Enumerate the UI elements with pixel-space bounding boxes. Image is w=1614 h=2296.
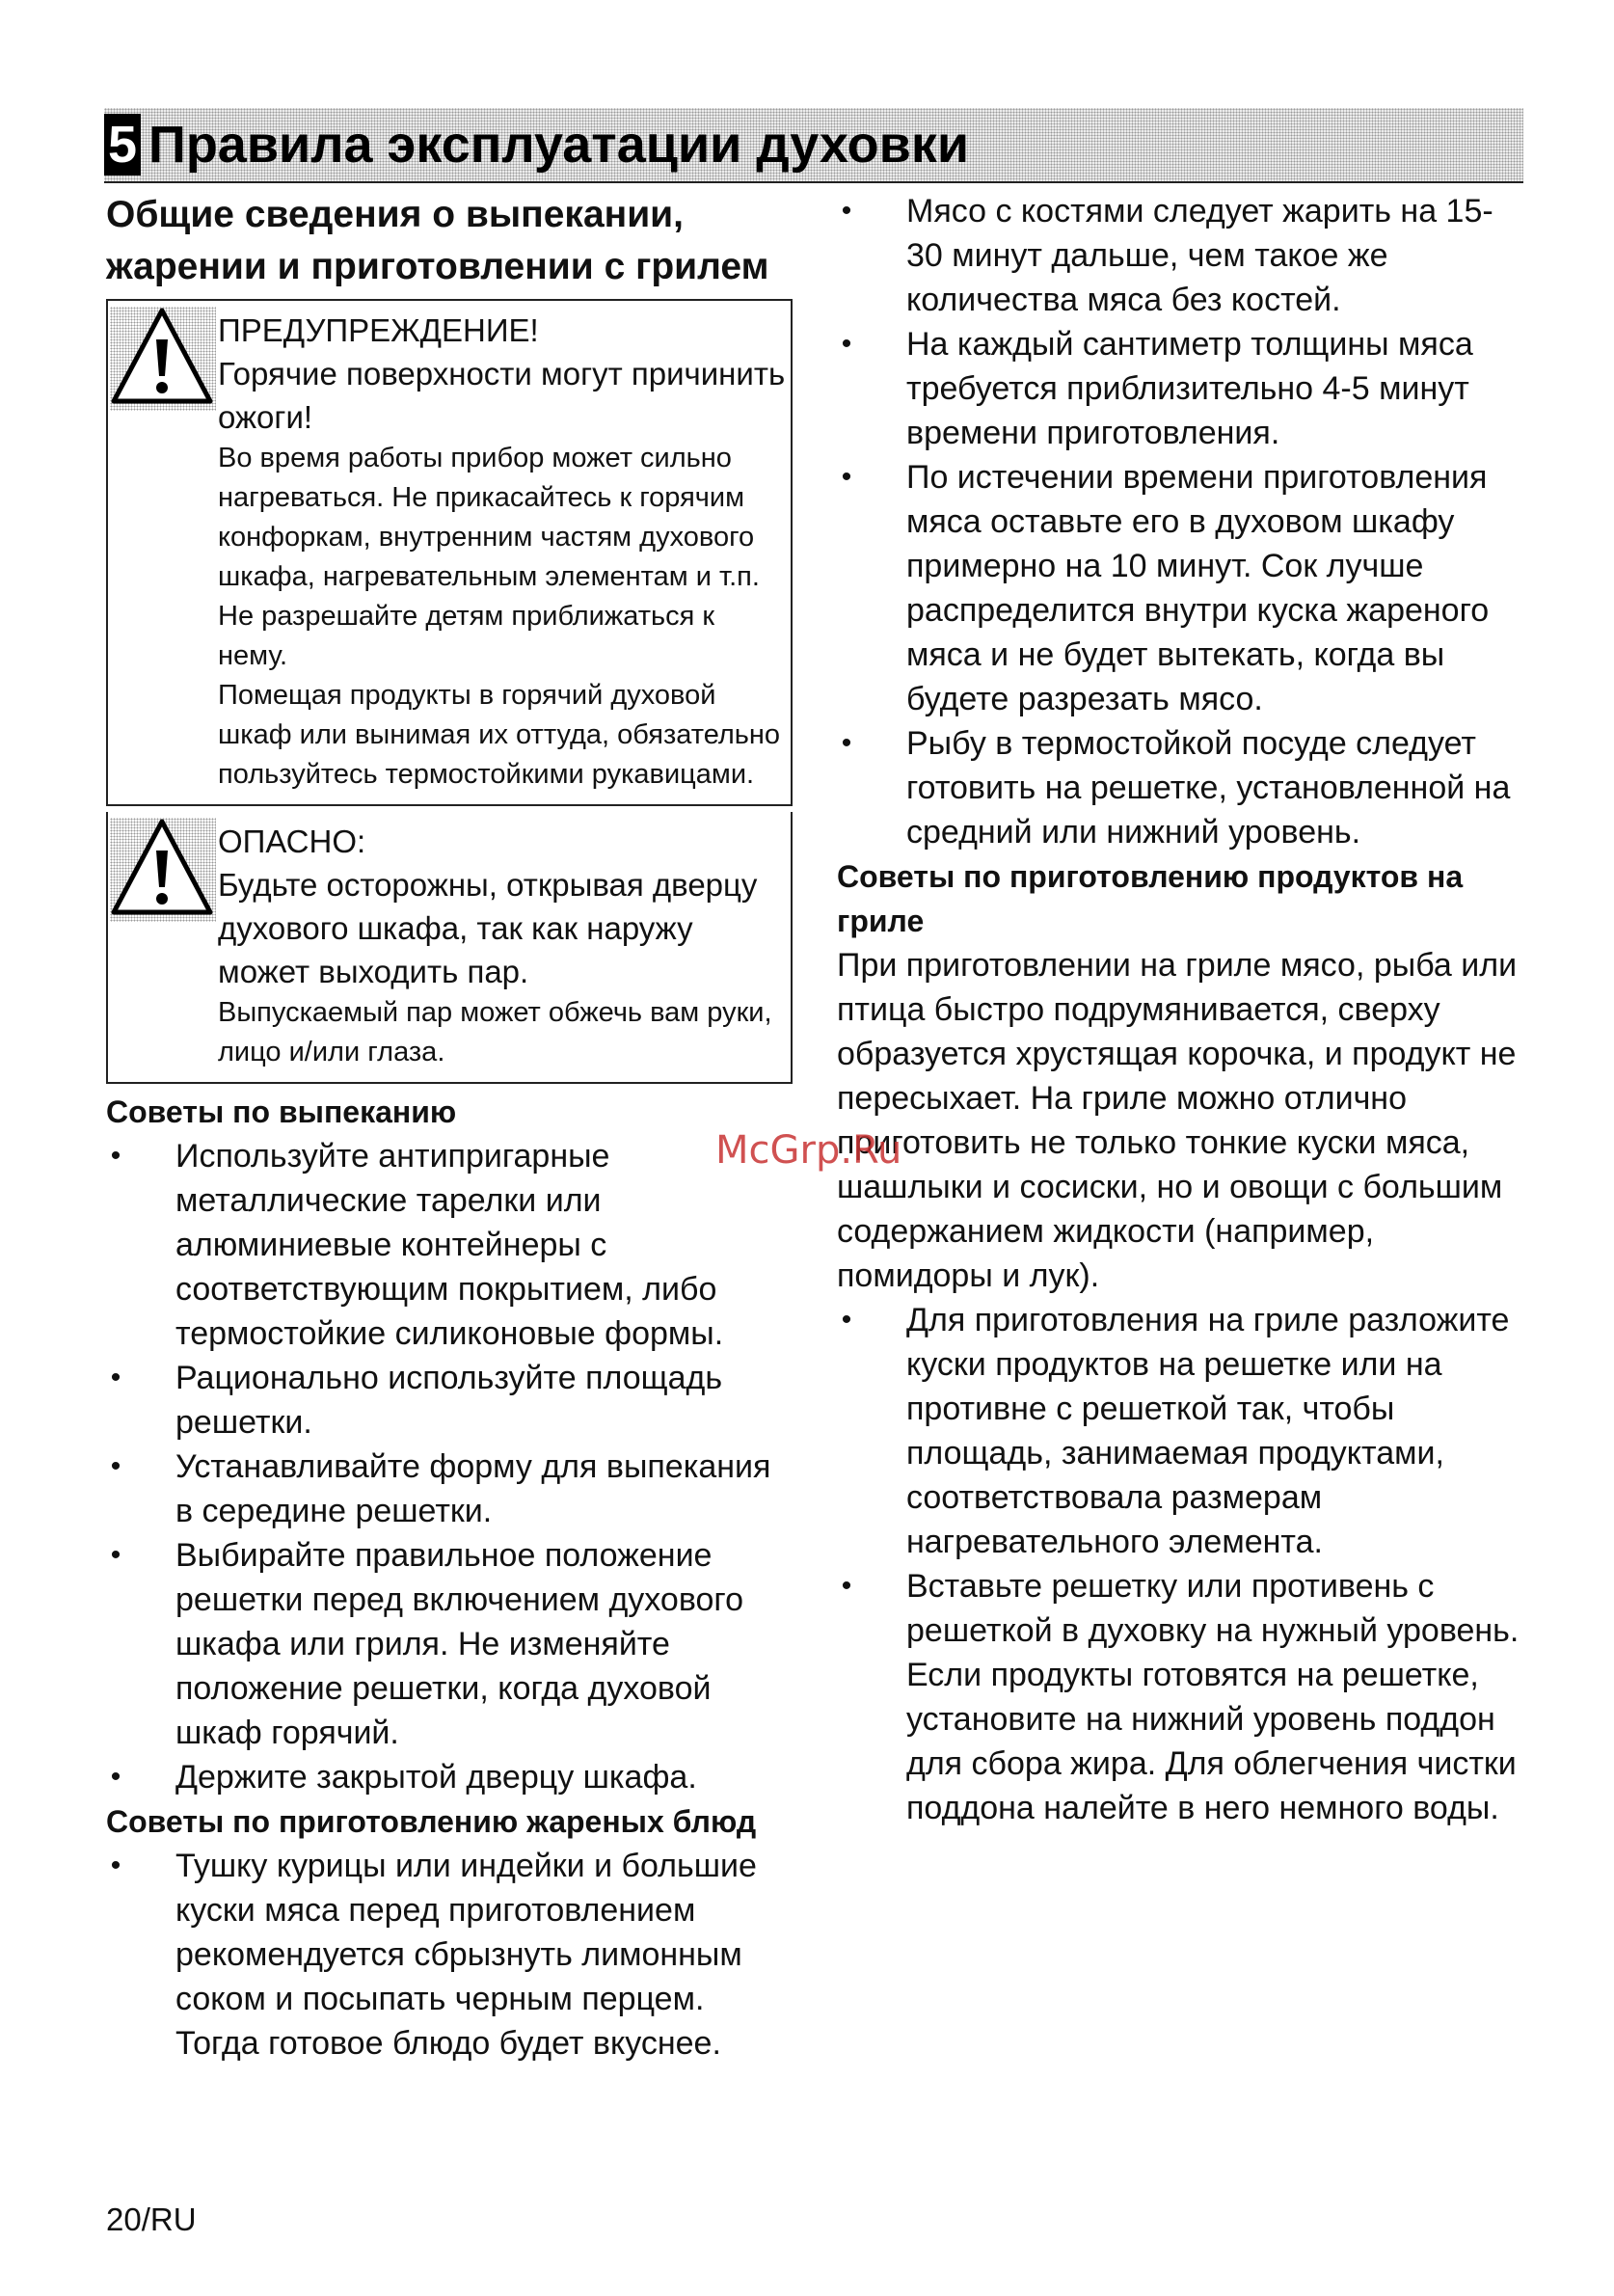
page-number: 20/RU <box>106 2201 197 2237</box>
warning-triangle-icon <box>110 307 216 411</box>
roasting-heading: Советы по приготовлению жареных блюд <box>106 1804 757 1839</box>
baking-heading: Советы по выпеканию <box>106 1094 457 1129</box>
danger-box <box>106 812 793 1084</box>
list-item: • Используйте антипригарные металлические тарелки или алюминиевые контейнеры с соответствующим покрытием, либо термостойкие силиконовые формы. <box>110 1138 724 1352</box>
list-item: • Для приготовления на гриле разложите куски продуктов на решетке или на противне с решеткой так, чтобы площадь, занимаемая продуктами, соответствовала размерам нагревательного элемента. <box>841 1302 1510 1560</box>
warning-box <box>106 299 793 806</box>
list-item: • Вставьте решетку или противень с решеткой в духовку на нужный уровень. Если продукты готовятся на решетке, установите на нижний уровень поддон для сбора жира. Для облегчения чистки поддона налейте в него немного воды. <box>841 1568 1520 1826</box>
danger-triangle-icon <box>110 818 216 922</box>
warning-details-2: Помещая продукты в горячий духовой шкаф или вынимая их оттуда, обязательно пользуйтесь термостойкими рукавицами. <box>218 680 781 790</box>
section-number: 5 <box>104 114 141 176</box>
warning-text: Горячие поверхности могут причинить ожоги! <box>218 356 786 435</box>
roasting-list-right <box>837 189 1525 854</box>
left-column <box>106 189 793 2066</box>
roasting-list-left <box>106 1844 793 2066</box>
right-column <box>837 189 1525 1830</box>
grill-heading: Советы по приготовлению продуктов на гриле <box>837 859 1464 938</box>
warning-title: ПРЕДУПРЕЖДЕНИЕ! <box>218 312 539 348</box>
list-item: • Мясо с костями следует жарить на 15-30 минут дальше, чем такое же количества мяса без костей. <box>841 193 1493 318</box>
general-heading-line1: Общие сведения о выпекании, <box>106 194 684 235</box>
list-item: • Держите закрытой дверцу шкафа. <box>110 1759 697 1796</box>
general-heading-line2: жарении и приготовлении с грилем <box>106 246 769 287</box>
section-title: Правила эксплуатации духовки <box>148 116 970 174</box>
grill-list <box>837 1298 1525 1830</box>
list-item: • Рационально используйте площадь решетки. <box>110 1360 723 1441</box>
danger-title: ОПАСНО: <box>218 824 366 859</box>
grill-intro: При приготовлении на гриле мясо, рыба или птица быстро подрумянивается, сверху образуется хрустящая корочка, и продукт не пересыхает. На гриле можно отлично приготовить не только тонкие куски мяса, шашлыки и сосиски, но и овощи с большим содержанием жидкости (например, помидоры и лук). <box>837 947 1518 1294</box>
watermark: McGrp.Ru <box>715 1128 902 1173</box>
warning-details-1: Во время работы прибор может сильно нагреваться. Не прикасайтесь к горячим конфоркам, внутренним частям духового шкафа, нагревательным элементам и т.п. Не разрешайте детям приближаться к нему. <box>218 443 760 671</box>
section-banner <box>104 108 1523 183</box>
list-item: • Рыбу в термостойкой посуде следует готовить на решетке, установленной на средний или нижний уровень. <box>841 725 1511 851</box>
list-item: • Устанавливайте форму для выпекания в середине решетки. <box>110 1448 771 1529</box>
list-item: • На каждый сантиметр толщины мяса требуется приблизительно 4-5 минут времени приготовления. <box>841 326 1473 451</box>
danger-text: Будьте осторожны, открывая дверцу духового шкафа, так как наружу может выходить пар. <box>218 867 758 989</box>
list-item: • Тушку курицы или индейки и большие куски мяса перед приготовлением рекомендуется сбрызнуть лимонным соком и посыпать черным перцем. Тогда готовое блюдо будет вкуснее. <box>110 1848 757 2062</box>
list-item: • Выбирайте правильное положение решетки перед включением духового шкафа или гриля. Не изменяйте положение решетки, когда духовой шкаф горячий. <box>110 1537 743 1751</box>
danger-details: Выпускаемый пар может обжечь вам руки, лицо и/или глаза. <box>218 997 772 1067</box>
list-item: • По истечении времени приготовления мяса оставьте его в духовом шкафу примерно на 10 минут. Сок лучше распределится внутри куска жареного мяса и не будет вытекать, когда вы будете разрезать мясо. <box>841 459 1490 717</box>
baking-list <box>106 1134 793 1799</box>
